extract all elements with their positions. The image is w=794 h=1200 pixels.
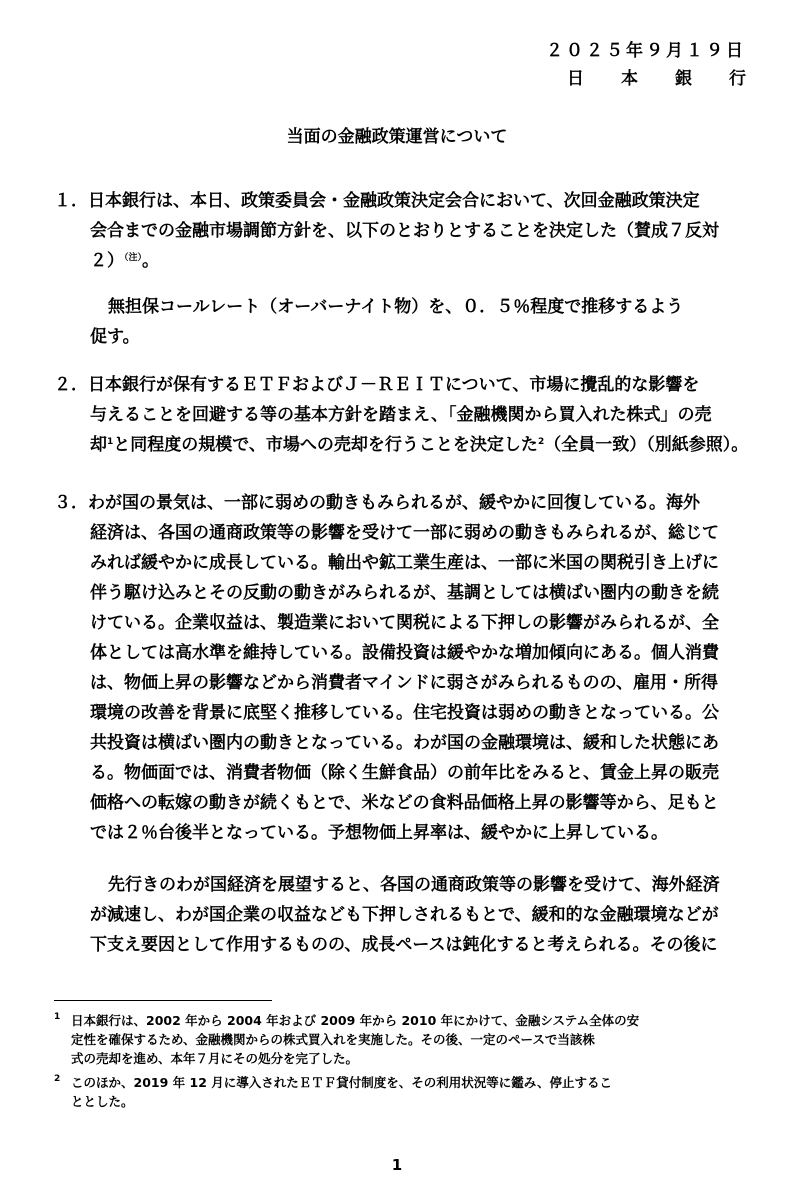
footnote-ref-2: 2: [537, 437, 545, 447]
section-3-paragraph: [54, 488, 756, 848]
footnote-line: 式の売却を進め、本年７月にその処分を完了した。: [71, 1051, 359, 1066]
footnote-line: 日本銀行は、2002 年から 2004 年および 2009 年から 2010 年にかけて、金融システム全体の安: [71, 1013, 640, 1028]
text-fragment: （全員一致）（別紙参照）。: [544, 435, 749, 455]
footnote-ref-1: 1: [107, 437, 114, 447]
text-line: 下支え要因として作用するものの、成長ペースは鈍化すると考えられる。その後に: [90, 935, 718, 955]
text-fragment: 。: [142, 251, 160, 271]
section-2-paragraph: [54, 370, 756, 460]
text-line: みれば緩やかに成長している。輸出や鉱工業生産は、一部に米国の関税引き上げに: [90, 553, 719, 573]
text-line: １．日本銀行は、本日、政策委員会・金融政策決定会合において、次回金融政策決定: [54, 191, 700, 211]
text-line: 環境の改善を背景に底堅く推移している。住宅投資は弱めの動きとなっている。公: [90, 703, 719, 723]
text-line: 会合までの金融市場調節方針を、以下のとおりとすることを決定した（賛成７反対: [90, 221, 719, 241]
text-line: [54, 430, 756, 460]
document-title: 当面の金融政策運営について: [286, 127, 508, 147]
footnote-line: このほか、2019 年 12 月に導入されたＥＴＦ貸付制度を、その利用状況等に鑑み、停止するこ: [71, 1075, 612, 1090]
policy-directive: [90, 292, 750, 352]
text-fragment: 却: [90, 435, 107, 455]
text-line: ３．わが国の景気は、一部に弱めの動きもみられるが、緩やかに回復している。海外: [54, 493, 700, 513]
text-line: 与えることを回避する等の基本方針を踏まえ、「金融機関から買入れた株式」の売: [90, 405, 712, 425]
page-number: 1: [391, 1156, 403, 1174]
text-fragment: ２）: [90, 251, 124, 271]
text-line: [54, 246, 756, 276]
issuing-organization: 日本銀行: [567, 69, 783, 89]
text-line: る。物価面では、消費者物価（除く生鮮食品）の前年比をみると、賃金上昇の販売: [90, 763, 719, 783]
text-line: は、物価上昇の影響などから消費者マインドに弱さがみられるものの、雇用・所得: [90, 673, 718, 693]
note-marker: （注）: [124, 253, 143, 263]
text-line: 共投資は横ばい圏内の動きとなっている。わが国の金融環境は、緩和した状態にあ: [90, 733, 719, 753]
footnote-line: ととした。: [71, 1094, 134, 1109]
text-line: では２％台後半となっている。予想物価上昇率は、緩やかに上昇している。: [90, 823, 668, 843]
text-line: 経済は、各国の通商政策等の影響を受けて一部に弱めの動きもみられるが、総じて: [90, 523, 719, 543]
footnote-mark: 2: [54, 1074, 61, 1084]
text-line: 促す。: [90, 327, 140, 347]
footnote-1: [54, 1011, 754, 1068]
text-line: が減速し、わが国企業の収益なども下押しされるもとで、緩和的な金融環境などが: [90, 905, 719, 925]
text-fragment: と同程度の規模で、市場への売却を行うことを決定した: [113, 435, 538, 455]
outlook-paragraph: [54, 870, 756, 960]
footnote-body: [71, 1011, 771, 1068]
footnote-body: [71, 1073, 771, 1111]
footnote-2: [54, 1073, 754, 1111]
text-line: 体としては高水準を維持している。設備投資は緩やかな増加傾向にある。個人消費: [90, 643, 719, 663]
section-1-paragraph: [54, 186, 756, 276]
footnote-line: 定性を確保するため、金融機関からの株式買入れを実施した。その後、一定のペースで当該株: [71, 1032, 595, 1047]
text-line: 先行きのわが国経済を展望すると、各国の通商政策等の影響を受けて、海外経済: [108, 875, 720, 895]
text-line: 伴う駆け込みとその反動の動きがみられるが、基調としては横ばい圏内の動きを続: [90, 583, 719, 603]
text-line: 無担保コールレート（オーバーナイト物）を、０．５％程度で推移するよう: [108, 297, 684, 317]
text-line: ２．日本銀行が保有するＥＴＦおよびＪ－ＲＥＩＴについて、市場に攪乱的な影響を: [54, 375, 700, 395]
text-line: 価格への転嫁の動きが続くもとで、米などの食料品価格上昇の影響等から、足もと: [90, 793, 719, 813]
footnote-divider: [54, 1000, 272, 1001]
footnote-mark: 1: [54, 1012, 61, 1022]
document-date: ２０２５年９月１９日: [546, 41, 746, 61]
text-line: けている。企業収益は、製造業において関税による下押しの影響がみられるが、全: [90, 613, 719, 633]
